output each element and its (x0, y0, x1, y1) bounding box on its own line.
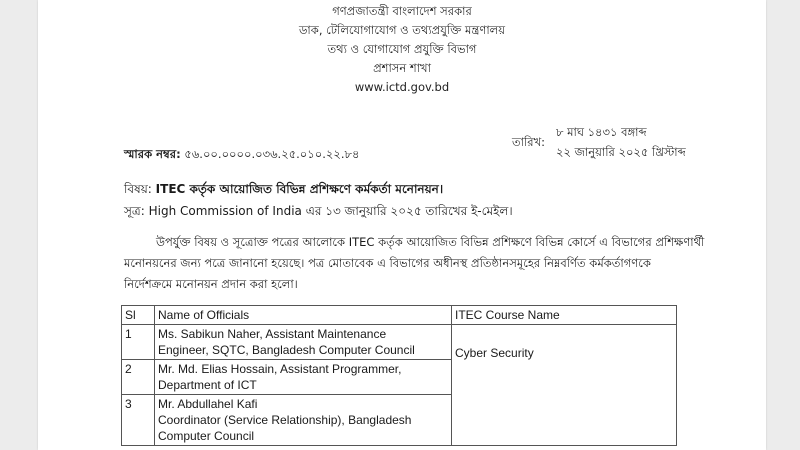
name-line: Coordinator (Service Relationship), Bangladesh (158, 413, 412, 427)
row-sl: 2 (122, 360, 155, 395)
row-name (155, 395, 452, 446)
date-label: তারিখ: (512, 135, 546, 149)
table-header-row (122, 306, 677, 325)
course-cell (452, 325, 677, 446)
memo-number: ৫৬.০০.০০০০.০৩৬.২৫.০১০.২২.৮৪ (184, 147, 360, 161)
subject-line (124, 181, 443, 201)
name-line: Mr. Abdullahel Kafi (158, 397, 258, 411)
table-row (122, 325, 677, 360)
subject-text: ITEC কর্তৃক আয়োজিত বিভিন্ন প্রশিক্ষণে কর্মকর্তা মনোনয়ন। (155, 182, 444, 196)
reference-text: High Commission of India এর ১৩ জানুয়ারি ২০২৫ তারিখের ই-মেইল। (148, 204, 513, 218)
name-line: Mr. Md. Elias Hossain, Assistant Programmer, (158, 362, 402, 376)
row-name (155, 325, 452, 360)
memo-number-line (124, 146, 359, 165)
bengali-date: ৮ মাঘ ১৪৩১ বঙ্গাব্দ (556, 125, 647, 139)
reference-label: সূত্র: (124, 204, 145, 218)
division-name: তথ্য ও যোগাযোগ প্রযুক্তি বিভাগ (327, 42, 477, 56)
header-name: Name of Officials (155, 306, 452, 325)
section-name: প্রশাসন শাখা (373, 61, 431, 75)
letter-header (38, 2, 766, 97)
gregorian-date: ২২ জানুয়ারি ২০২৫ খ্রিস্টাব্দ (556, 145, 686, 159)
body-line-2: মনোনয়নের জন্য পত্রে জানানো হয়েছে। পত্র মোতাবেক এ বিভাগের অধীনস্থ প্রতিষ্ঠানসমূহের নিম্নবর্ণিত কর্মকর্তাগণকে (124, 256, 651, 270)
row-sl: 3 (122, 395, 155, 446)
officials-table (121, 305, 677, 446)
header-course: ITEC Course Name (452, 306, 677, 325)
row-sl: 1 (122, 325, 155, 360)
body-line-1: উপর্যুক্ত বিষয় ও সূত্রোক্ত পত্রের আলোকে ITEC কর্তৃক আয়োজিত বিভিন্ন প্রশিক্ষণে বিভিন্ন কোর্সে এ বিভাগের প্রশিক্ষণার্থী (156, 235, 705, 249)
website-link[interactable]: www.ictd.gov.bd (354, 80, 450, 94)
subject-label: বিষয়: (124, 182, 152, 196)
govt-name: গণপ্রজাতন্ত্রী বাংলাদেশ সরকার (332, 4, 472, 18)
row-name (155, 360, 452, 395)
header-sl: Sl (122, 306, 155, 325)
name-line: Computer Council (158, 429, 255, 443)
name-line: Engineer, SQTC, Bangladesh Computer Council (158, 343, 415, 357)
reference-line (124, 203, 513, 223)
body-line-3: নির্দেশক্রমে মনোনয়ন প্রদান করা হলো। (124, 277, 298, 291)
memo-label: স্মারক নম্বর: (124, 147, 181, 161)
course-name: Cyber Security (455, 346, 534, 360)
letter-page (38, 0, 766, 450)
body-paragraph (124, 232, 724, 295)
name-line: Ms. Sabikun Naher, Assistant Maintenance (158, 327, 387, 341)
name-line: Department of ICT (158, 378, 257, 392)
ministry-name: ডাক, টেলিযোগাযোগ ও তথ্যপ্রযুক্তি মন্ত্রণালয় (298, 23, 506, 37)
